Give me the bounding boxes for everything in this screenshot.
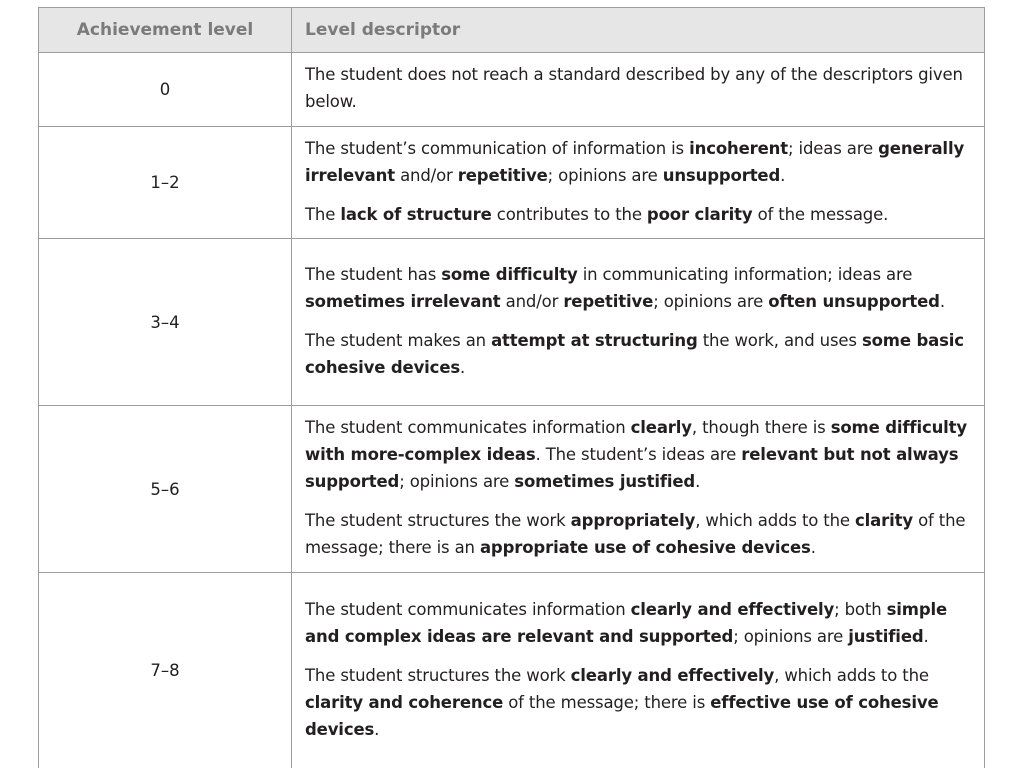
descriptor-text: The student structures the work — [305, 665, 571, 685]
descriptor-text: , which adds to the — [695, 511, 856, 530]
achievement-level-cell: 1–2 — [39, 127, 292, 239]
table-row — [39, 53, 985, 127]
descriptor-emphasis: clearly — [630, 418, 692, 437]
descriptor-emphasis: poor clarity — [646, 204, 753, 224]
descriptor-emphasis: some difficulty — [441, 264, 578, 284]
descriptor-text: of the message; there is — [503, 692, 711, 712]
descriptor-emphasis: clarity and coherence — [305, 692, 504, 712]
descriptor-emphasis: incoherent — [689, 138, 789, 158]
table-row — [39, 573, 985, 768]
descriptor-emphasis: generally irrelevant — [305, 138, 965, 185]
descriptor-text: and/or — [500, 291, 564, 311]
descriptor-emphasis: appropriate use of cohesive devices — [479, 538, 811, 557]
descriptor-paragraph — [305, 662, 974, 743]
descriptor-emphasis: attempt at structuring — [491, 330, 698, 350]
descriptor-text: contributes to the — [491, 204, 647, 224]
descriptor-text: . The student’s ideas are — [535, 445, 742, 464]
descriptor-text: , though there is — [691, 418, 831, 437]
descriptor-emphasis: some difficulty with more-complex ideas — [305, 418, 968, 464]
header-level-descriptor: Level descriptor — [292, 8, 985, 53]
descriptor-emphasis: effective use of cohesive devices — [305, 692, 939, 739]
descriptor-paragraph — [305, 327, 974, 381]
descriptor-text: . — [923, 626, 929, 646]
descriptor-emphasis: lack of structure — [340, 204, 492, 224]
descriptor-emphasis: clarity — [855, 511, 913, 530]
descriptor-emphasis: justified — [848, 626, 924, 646]
descriptor-emphasis: simple and complex ideas are relevant and supported — [305, 599, 948, 646]
descriptor-emphasis: repetitive — [457, 165, 548, 185]
descriptor-text: The student does not reach a standard described by any of the descriptors given below. — [305, 65, 963, 111]
descriptor-emphasis: appropriately — [570, 511, 696, 530]
descriptor-paragraph — [305, 414, 974, 495]
descriptor-text: ; opinions are — [733, 626, 849, 646]
descriptor-text: . — [810, 538, 816, 557]
descriptor-text: . — [695, 472, 701, 491]
descriptor-emphasis: often unsupported — [768, 291, 940, 311]
descriptor-text: ; opinions are — [547, 165, 663, 185]
descriptor-text: in communicating information; ideas are — [577, 264, 913, 284]
level-descriptor-cell — [292, 127, 985, 239]
descriptor-paragraph — [305, 135, 974, 189]
descriptor-text: The student communicates information — [305, 599, 631, 619]
descriptor-emphasis: some basic cohesive devices — [305, 330, 964, 377]
descriptor-text: The student makes an — [305, 330, 492, 350]
descriptor-text: ; opinions are — [399, 472, 515, 491]
descriptor-text: , which adds to the — [774, 665, 929, 685]
level-descriptor-cell — [292, 406, 985, 573]
descriptor-emphasis: clearly and effectively — [630, 599, 835, 619]
table-row — [39, 406, 985, 573]
descriptor-text: . — [939, 291, 945, 311]
table-header-row — [39, 8, 985, 53]
achievement-level-cell: 5–6 — [39, 406, 292, 573]
descriptor-text: The student has — [305, 264, 442, 284]
descriptor-emphasis: sometimes irrelevant — [305, 291, 501, 311]
descriptor-paragraph — [305, 507, 974, 561]
descriptor-text: of the message. — [752, 204, 889, 224]
descriptor-text: the work, and uses — [697, 330, 862, 350]
header-achievement-level: Achievement level — [39, 8, 292, 53]
table-row — [39, 127, 985, 239]
descriptor-emphasis: unsupported — [662, 165, 781, 185]
descriptor-emphasis: repetitive — [563, 291, 654, 311]
descriptor-text: . — [460, 357, 466, 377]
level-descriptor-cell — [292, 239, 985, 406]
descriptor-text: ; ideas are — [788, 138, 879, 158]
descriptor-text: . — [780, 165, 786, 185]
descriptor-text: The — [305, 204, 341, 224]
descriptor-text: . — [374, 719, 380, 739]
achievement-level-cell: 3–4 — [39, 239, 292, 406]
descriptor-paragraph — [305, 261, 974, 315]
achievement-rubric-table — [38, 7, 985, 768]
descriptor-text: The student communicates information — [305, 418, 631, 437]
level-descriptor-cell — [292, 53, 985, 127]
descriptor-text: ; both — [834, 599, 887, 619]
descriptor-emphasis: sometimes justified — [514, 472, 696, 491]
descriptor-text: The student’s communication of information is — [305, 138, 690, 158]
descriptor-emphasis: relevant but not always supported — [305, 445, 959, 491]
descriptor-text: of the message; there is an — [305, 511, 966, 557]
descriptor-text: ; opinions are — [653, 291, 769, 311]
descriptor-paragraph — [305, 596, 974, 650]
descriptor-text: The student structures the work — [305, 511, 571, 530]
descriptor-emphasis: clearly and effectively — [570, 665, 775, 685]
descriptor-text: and/or — [395, 165, 458, 185]
descriptor-paragraph — [305, 201, 974, 228]
descriptor-paragraph — [305, 61, 974, 115]
level-descriptor-cell — [292, 573, 985, 768]
achievement-level-cell: 7–8 — [39, 573, 292, 768]
achievement-level-cell: 0 — [39, 53, 292, 127]
table-row — [39, 239, 985, 406]
